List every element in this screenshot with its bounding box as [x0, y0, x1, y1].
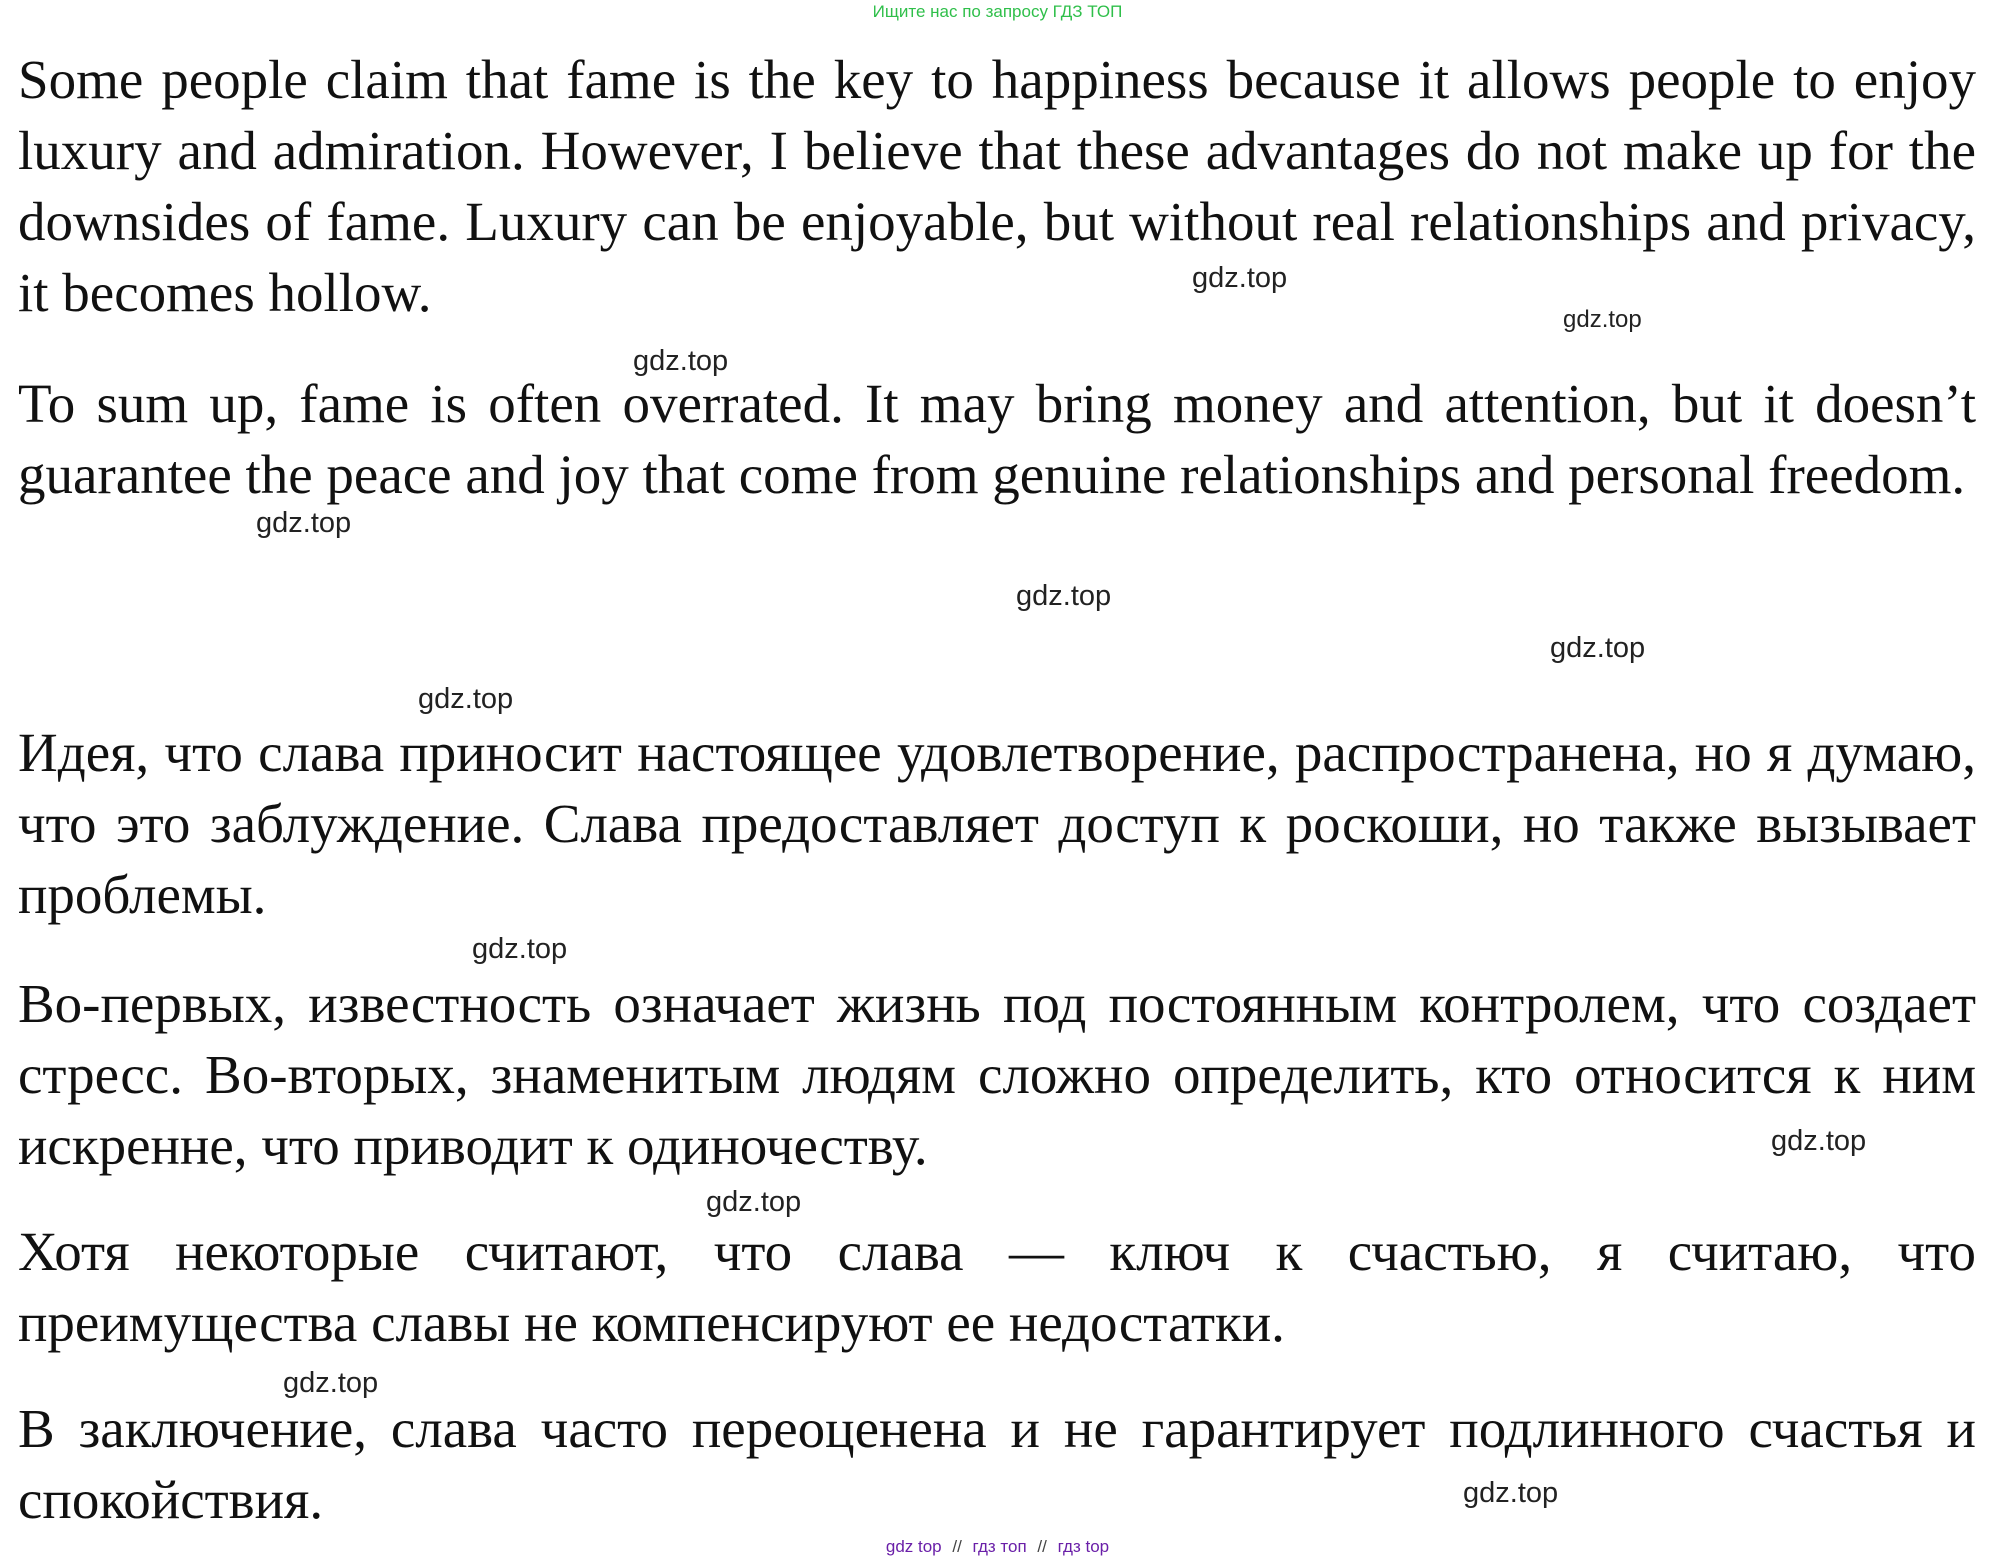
- paragraph-ru-1: Идея, что слава приносит настоящее удовлетворение, распространена, но я думаю, что это заблуждение. Слава предоставляет доступ к роскоши, но также вызывает проблемы.: [18, 722, 1976, 925]
- watermark: gdz.top: [1563, 306, 1642, 333]
- watermark: gdz.top: [1463, 1477, 1559, 1509]
- footer-link-gdz-top-ru[interactable]: гдз топ: [972, 1537, 1027, 1556]
- watermark: gdz.top: [283, 1367, 379, 1399]
- footer-link-gdz-top-mixed[interactable]: гдз top: [1057, 1537, 1110, 1556]
- paragraph-ru-3: Хотя некоторые считают, что слава — ключ к счастью, я считаю, что преимущества славы не компенсируют ее недостатки.: [18, 1221, 1976, 1353]
- footer-separator: //: [1037, 1537, 1047, 1556]
- watermark: gdz.top: [633, 345, 729, 377]
- paragraph-ru-4: В заключение, слава часто переоценена и не гарантирует подлинного счастья и спокойствия.: [18, 1398, 1976, 1530]
- watermark: gdz.top: [418, 683, 514, 715]
- top-banner[interactable]: Ищите нас по запросу ГДЗ ТОП: [872, 2, 1123, 21]
- watermark: gdz.top: [1192, 262, 1288, 294]
- watermark: gdz.top: [472, 933, 568, 965]
- footer-link-gdz-top[interactable]: gdz top: [885, 1537, 942, 1556]
- paragraph-en-1: Some people claim that fame is the key to happiness because it allows people to enjoy luxury and admiration. However, I believe that these advantages do not make up for the downsides of fame. Luxury can be enjoyable, but without real relationships and privacy, it becomes hollow.: [18, 49, 1976, 323]
- watermark: gdz.top: [1016, 580, 1112, 612]
- footer-separator: //: [952, 1537, 962, 1556]
- paragraph-ru-2: Во-первых, известность означает жизнь под постоянным контролем, что создает стресс. Во-вторых, знаменитым людям сложно определить, кто относится к ним искренне, что приводит к одиночеству.: [18, 973, 1976, 1176]
- paragraph-en-2: To sum up, fame is often overrated. It may bring money and attention, but it doesn’t guarantee the peace and joy that come from genuine relationships and personal freedom.: [18, 373, 1976, 505]
- watermark: gdz.top: [1550, 632, 1646, 664]
- footer-links: [0, 1537, 1995, 1557]
- watermark: gdz.top: [706, 1186, 802, 1218]
- watermark: gdz.top: [1771, 1125, 1867, 1157]
- watermark: gdz.top: [256, 507, 352, 539]
